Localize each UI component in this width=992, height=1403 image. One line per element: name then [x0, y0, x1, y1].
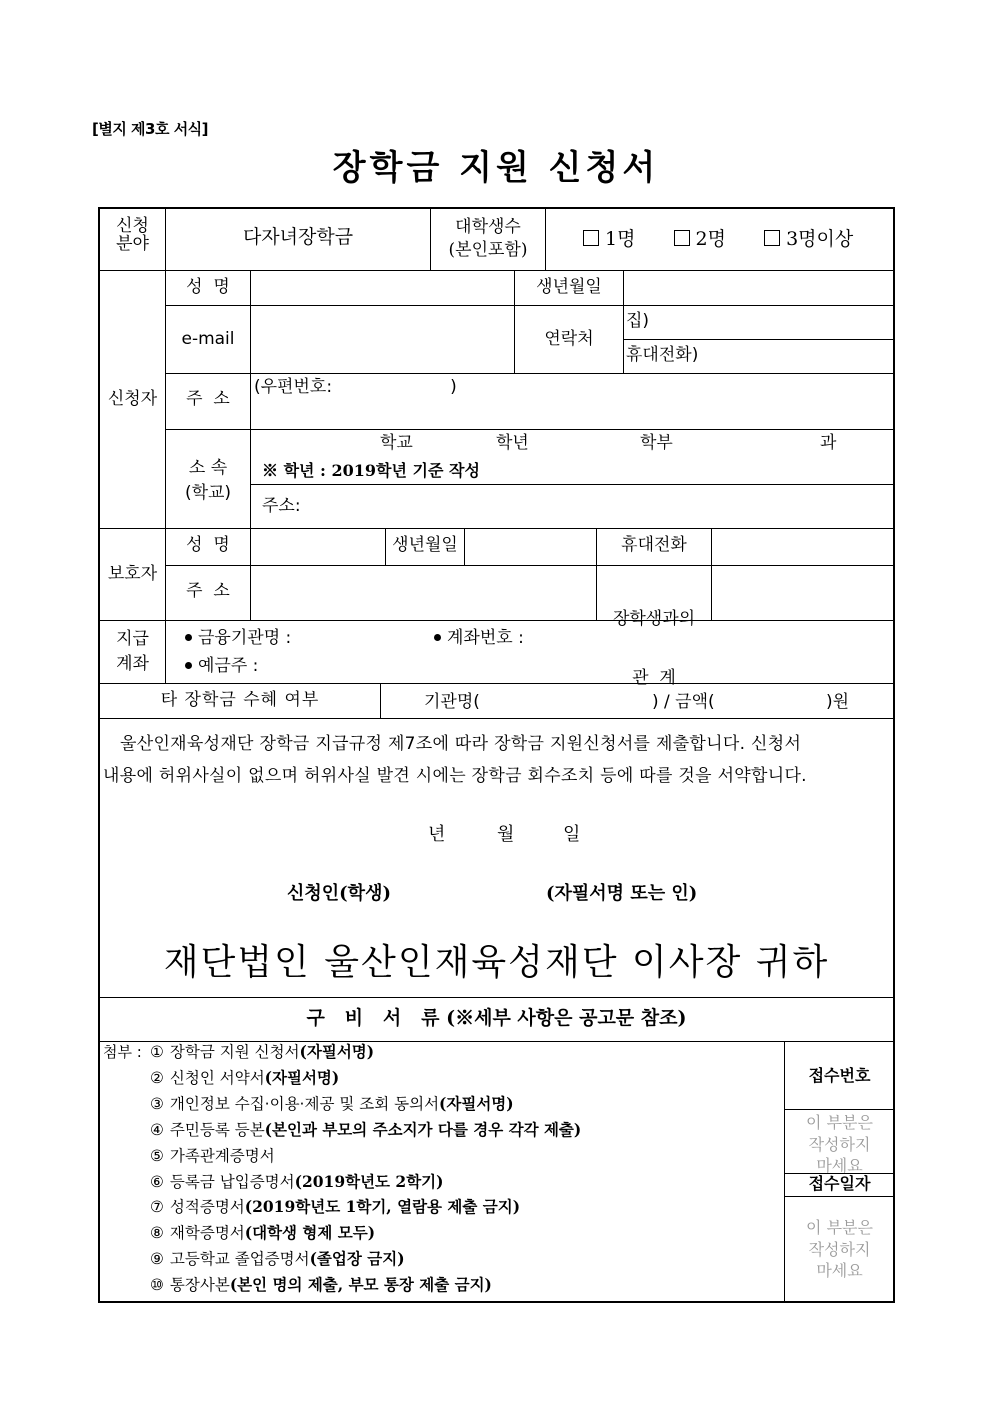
document-note: (자필서명): [439, 1093, 514, 1113]
required-documents-title: 구 비 서 류 (※세부 사항은 공고문 참조): [306, 1007, 687, 1029]
document-number: ①: [150, 1043, 164, 1061]
applicant-name-field[interactable]: [252, 272, 512, 304]
required-document-item: [150, 1043, 374, 1062]
pledge-line-1: 울산인재육성재단 장학금 지급규정 제7조에 따라 장학금 지원신청서를 제출합니다. 신청서: [120, 734, 802, 754]
signature-instruction: (자필서명 또는 인): [546, 883, 698, 904]
home-phone-field[interactable]: 집): [626, 311, 650, 331]
required-document-item: [150, 1250, 405, 1269]
document-name: 가족관계증명서: [169, 1146, 275, 1165]
document-note: (본인과 부모의 주소지가 다를 경우 각각 제출): [264, 1119, 582, 1139]
required-document-item: [150, 1095, 514, 1114]
bank-name-field[interactable]: 금융기관명 :: [185, 629, 291, 649]
document-number: ⑦: [150, 1198, 164, 1217]
required-document-item: [150, 1276, 492, 1295]
guardian-address-label: 주 소: [186, 581, 230, 601]
guardian-section-label: 보호자: [107, 564, 158, 584]
other-scholarship-amount[interactable]: ) / 금액(: [652, 692, 715, 712]
grade-unit-label: 학년: [496, 433, 529, 453]
document-name: 신청인 서약서: [169, 1068, 265, 1087]
applicant-section-label: 신청자: [107, 389, 158, 409]
applicant-email-label: e-mail: [181, 329, 235, 349]
required-document-item: [150, 1224, 375, 1243]
account-holder-field[interactable]: 예금주 :: [185, 657, 258, 677]
document-note: (자필서명): [264, 1067, 340, 1087]
document-number: ②: [150, 1068, 164, 1087]
form-number-tag: [별지 제3호 서식]: [92, 120, 209, 138]
applicant-address-label: 주 소: [186, 389, 230, 409]
school-unit-label: 학교: [380, 433, 413, 453]
required-document-item: [150, 1198, 520, 1217]
document-name: 성적증명서: [169, 1198, 245, 1217]
receipt-date-office-note: 이 부분은 작성하지 마세요: [806, 1218, 873, 1281]
guardian-mobile-field[interactable]: [713, 530, 893, 564]
account-number-field[interactable]: 계좌번호 :: [434, 629, 524, 649]
document-note: (2019학년도 2학기): [294, 1171, 444, 1191]
other-scholarship-won: )원: [826, 692, 850, 712]
document-name: 등록금 납입증명서: [169, 1172, 295, 1191]
document-number: ⑩: [150, 1276, 164, 1295]
applicant-birth-label: 생년월일: [536, 277, 602, 297]
department-unit-label: 과: [820, 433, 837, 453]
pledge-line-2: 내용에 허위사실이 없으며 허위사실 발견 시에는 장학금 회수조치 등에 따를 것을 서약합니다.: [103, 766, 807, 786]
school-address-field[interactable]: 주소:: [262, 496, 301, 516]
required-document-item: [150, 1121, 581, 1140]
document-name: 주민등록 등본: [169, 1120, 265, 1139]
document-number: ⑥: [150, 1172, 164, 1191]
guardian-name-field[interactable]: [252, 530, 384, 564]
guardian-name-label: 성 명: [186, 535, 230, 555]
document-note: (자필서명): [299, 1042, 375, 1061]
required-document-item: [150, 1147, 275, 1166]
attachment-label: 첨부 :: [103, 1043, 142, 1061]
option-3plus-checkbox[interactable]: 3명이상: [764, 228, 853, 250]
applicant-name-label: 성 명: [186, 277, 230, 297]
date-year-label: 년: [428, 824, 446, 845]
applicant-contact-label: 연락처: [544, 329, 594, 349]
field-label: 신청분야: [116, 216, 149, 254]
guardian-relation-label: 장학생과의 관 계: [612, 609, 696, 688]
mobile-phone-field[interactable]: 휴대전화): [626, 345, 699, 365]
addressee: 재단법인 울산인재육성재단 이사장 귀하: [163, 942, 830, 983]
other-scholarship-institution[interactable]: 기관명(: [424, 692, 480, 712]
grade-note: ※ 학년 : 2019학년 기준 작성: [262, 461, 480, 480]
postal-code-field[interactable]: (우편번호: ): [254, 377, 457, 397]
guardian-birth-label: 생년월일: [392, 535, 458, 555]
option-2-checkbox[interactable]: 2명: [674, 228, 726, 250]
receipt-number-label: 접수번호: [808, 1066, 871, 1085]
affiliation-label: 소 속 (학교): [184, 458, 232, 503]
faculty-unit-label: 학부: [640, 433, 673, 453]
field-value: 다자녀장학금: [242, 226, 354, 248]
student-count-label: 대학생수 (본인포함): [448, 217, 528, 260]
document-note: (졸업장 금지): [309, 1249, 405, 1269]
document-number: ③: [150, 1094, 164, 1113]
document-note: (대학생 형제 모두): [244, 1223, 376, 1243]
option-1-checkbox[interactable]: 1명: [583, 228, 635, 250]
document-note: (2019학년도 1학기, 열람용 제출 금지): [244, 1197, 521, 1217]
document-name: 통장사본: [169, 1276, 230, 1295]
date-day-label: 일: [563, 824, 581, 845]
document-number: ⑨: [150, 1250, 164, 1269]
guardian-birth-field[interactable]: [466, 530, 594, 564]
guardian-address-field[interactable]: [252, 567, 594, 619]
guardian-relation-field[interactable]: [713, 567, 893, 619]
page-title: 장학금 지원 신청서: [332, 148, 660, 188]
applicant-birth-field[interactable]: [625, 272, 893, 304]
required-document-item: [150, 1173, 443, 1192]
document-number: ⑤: [150, 1146, 164, 1165]
document-name: 개인정보 수집·이용·제공 및 조회 동의서: [169, 1094, 440, 1113]
document-note: (본인 명의 제출, 부모 통장 제출 금지): [229, 1275, 492, 1295]
applicant-signature-label: 신청인(학생): [287, 883, 391, 904]
receipt-date-label: 접수일자: [808, 1174, 871, 1193]
applicant-email-field[interactable]: [252, 307, 512, 371]
other-scholarship-label: 타 장학금 수혜 여부: [160, 690, 320, 710]
document-name: 고등학교 졸업증명서: [169, 1250, 310, 1269]
payment-account-label: 지급 계좌: [116, 629, 149, 674]
document-number: ⑧: [150, 1224, 164, 1243]
receipt-number-office-note: 이 부분은 작성하지 마세요: [806, 1113, 873, 1176]
document-name: 재학증명서: [169, 1224, 245, 1243]
guardian-mobile-label: 휴대전화: [621, 535, 687, 555]
date-month-label: 월: [497, 824, 515, 845]
document-number: ④: [150, 1120, 164, 1139]
required-document-item: [150, 1069, 339, 1088]
document-name: 장학금 지원 신청서: [169, 1043, 300, 1061]
student-count-options: [583, 229, 853, 251]
